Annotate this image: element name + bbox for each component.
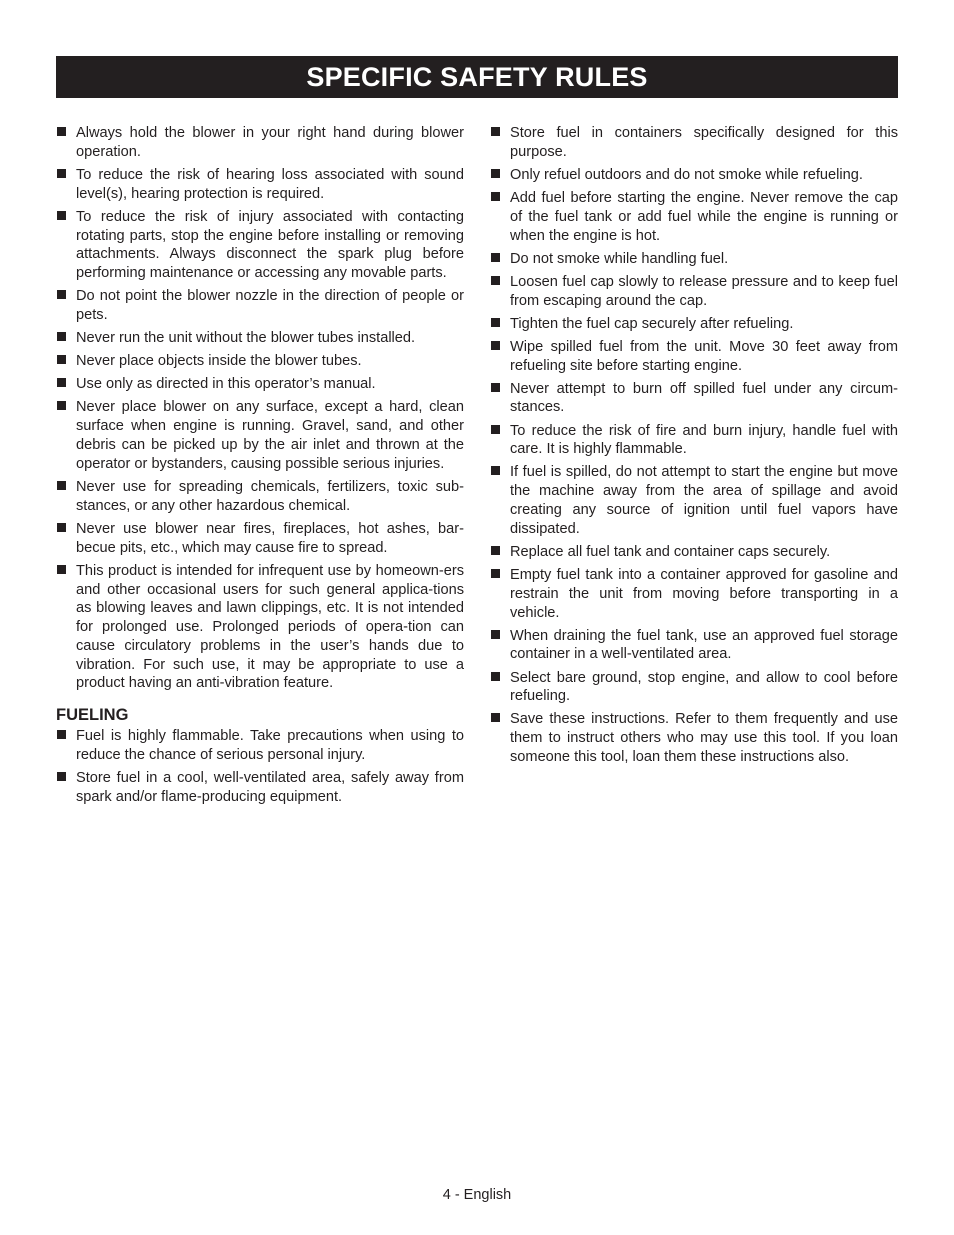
page-footer — [0, 1187, 954, 1203]
rule-text: Store fuel in a cool, well-ventilated area, safely away from spark and/or flame-producing equipment. — [76, 770, 464, 805]
title-bar — [56, 56, 898, 98]
square-bullet-icon — [491, 318, 500, 327]
right-column — [490, 124, 898, 771]
square-bullet-icon — [57, 772, 66, 781]
rule-text: Never place objects inside the blower tubes. — [76, 353, 362, 370]
rule-text: Only refuel outdoors and do not smoke while refueling. — [510, 166, 863, 183]
list-item — [490, 338, 898, 376]
square-bullet-icon — [57, 355, 66, 364]
rule-text: Never use blower near fires, fireplaces, hot ashes, bar-becue pits, etc., which may cause fire to spread. — [76, 520, 464, 556]
rule-text: To reduce the risk of injury associated with contacting rotating parts, stop the engine before installing or removing attachments. Always disconnect the spark plug before performing maintenance or accessing any movable parts. — [76, 208, 464, 282]
list-item — [56, 287, 464, 325]
square-bullet-icon — [491, 672, 500, 681]
list-item — [490, 627, 898, 665]
square-bullet-icon — [491, 341, 500, 350]
square-bullet-icon — [57, 401, 66, 410]
square-bullet-icon — [57, 169, 66, 178]
rule-text: Do not point the blower nozzle in the direction of people or pets. — [76, 288, 464, 324]
list-item — [490, 380, 898, 418]
list-item — [490, 422, 898, 460]
rule-text: Loosen fuel cap slowly to release pressure and to keep fuel from escaping around the cap. — [510, 273, 898, 309]
list-item — [56, 375, 464, 394]
square-bullet-icon — [491, 466, 500, 475]
rule-text: Select bare ground, stop engine, and allow to cool before refueling. — [510, 669, 898, 705]
square-bullet-icon — [57, 378, 66, 387]
fuel-rules-list — [490, 124, 898, 767]
list-item — [56, 478, 464, 516]
square-bullet-icon — [57, 211, 66, 220]
list-item — [56, 727, 464, 765]
fueling-heading: FUELING — [56, 706, 129, 725]
list-item — [490, 315, 898, 334]
square-bullet-icon — [491, 253, 500, 262]
square-bullet-icon — [491, 127, 500, 136]
rule-text: Empty fuel tank into a container approved for gasoline and restrain the unit from moving before transporting in a vehicle. — [510, 567, 898, 621]
list-item — [490, 669, 898, 707]
list-item — [490, 543, 898, 562]
rule-text: Always hold the blower in your right hand during blower operation. — [76, 125, 464, 160]
list-item — [56, 398, 464, 473]
rule-text: Add fuel before starting the engine. Never remove the cap of the fuel tank or add fuel while the engine is running or when the engine is hot. — [510, 189, 898, 244]
page-title: SPECIFIC SAFETY RULES — [306, 61, 648, 92]
rule-text: Wipe spilled fuel from the unit. Move 30 feet away from refueling site before starting engine. — [510, 338, 898, 374]
rule-text: Replace all fuel tank and container caps securely. — [510, 543, 831, 560]
rule-text: Never attempt to burn off spilled fuel under any circum-stances. — [510, 380, 898, 416]
rule-text: When draining the fuel tank, use an approved fuel storage container in a well-ventilated area. — [510, 627, 898, 663]
rule-text: To reduce the risk of fire and burn injury, handle fuel with care. It is highly flammable. — [510, 422, 898, 458]
rule-text: Fuel is highly flammable. Take precautions when using to reduce the chance of serious personal injury. — [76, 728, 464, 764]
list-item — [490, 124, 898, 162]
list-item — [490, 250, 898, 269]
list-item — [56, 124, 464, 162]
list-item — [56, 520, 464, 558]
list-item — [490, 566, 898, 622]
left-column — [56, 124, 464, 811]
square-bullet-icon — [57, 565, 66, 574]
list-item — [56, 166, 464, 204]
square-bullet-icon — [57, 523, 66, 532]
list-item — [56, 769, 464, 807]
square-bullet-icon — [57, 127, 66, 136]
square-bullet-icon — [491, 383, 500, 392]
safety-rules-list — [56, 124, 464, 693]
rule-text: Never run the unit without the blower tubes installed. — [76, 330, 416, 347]
square-bullet-icon — [491, 192, 500, 201]
list-item — [56, 352, 464, 371]
rule-text: Never place blower on any surface, except a hard, clean surface when engine is running. Gravel, sand, and other debris can be picked up by the air inlet and thrown at the operator or bystanders, causing possible serious injuries. — [76, 399, 464, 472]
square-bullet-icon — [491, 546, 500, 555]
rule-text: This product is intended for infrequent use by homeown-ers and other occasional users for such general applica-tions as blowing leaves and lawn clippings, etc. It is not intended for prolonged use. Prolonged periods of opera-tion can cause circulatory problems in the user’s hands due to vibration. For such use, it may be appropriate to use a product having an anti-vibration feature. — [76, 562, 464, 692]
list-item — [490, 189, 898, 245]
list-item — [490, 463, 898, 538]
list-item — [490, 273, 898, 311]
square-bullet-icon — [57, 332, 66, 341]
square-bullet-icon — [491, 713, 500, 722]
square-bullet-icon — [57, 290, 66, 299]
square-bullet-icon — [491, 276, 500, 285]
rule-text: If fuel is spilled, do not attempt to start the engine but move the machine away from the area of spillage and avoid creating any source of ignition until fuel vapors have dissipated. — [510, 464, 898, 537]
rule-text: Use only as directed in this operator’s manual. — [76, 376, 376, 393]
list-item — [490, 166, 898, 185]
page-number: 4 - English — [442, 1187, 512, 1203]
square-bullet-icon — [491, 630, 500, 639]
rule-text: Do not smoke while handling fuel. — [510, 250, 729, 267]
list-item — [56, 562, 464, 694]
fueling-rules-list — [56, 727, 464, 806]
rule-text: Tighten the fuel cap securely after refueling. — [510, 315, 794, 332]
square-bullet-icon — [491, 569, 500, 578]
rule-text: Never use for spreading chemicals, fertilizers, toxic sub-stances, or any other hazardous chemical. — [76, 478, 464, 514]
square-bullet-icon — [57, 730, 66, 739]
list-item — [490, 710, 898, 766]
square-bullet-icon — [57, 481, 66, 490]
rule-text: Store fuel in containers specifically designed for this purpose. — [510, 125, 898, 160]
rule-text: To reduce the risk of hearing loss associated with sound level(s), hearing protection is required. — [76, 166, 464, 202]
rule-text: Save these instructions. Refer to them frequently and use them to instruct others who may use this tool. If you loan someone this tool, loan them these instructions also. — [510, 711, 898, 766]
list-item — [56, 329, 464, 348]
square-bullet-icon — [491, 425, 500, 434]
square-bullet-icon — [491, 169, 500, 178]
list-item — [56, 208, 464, 283]
